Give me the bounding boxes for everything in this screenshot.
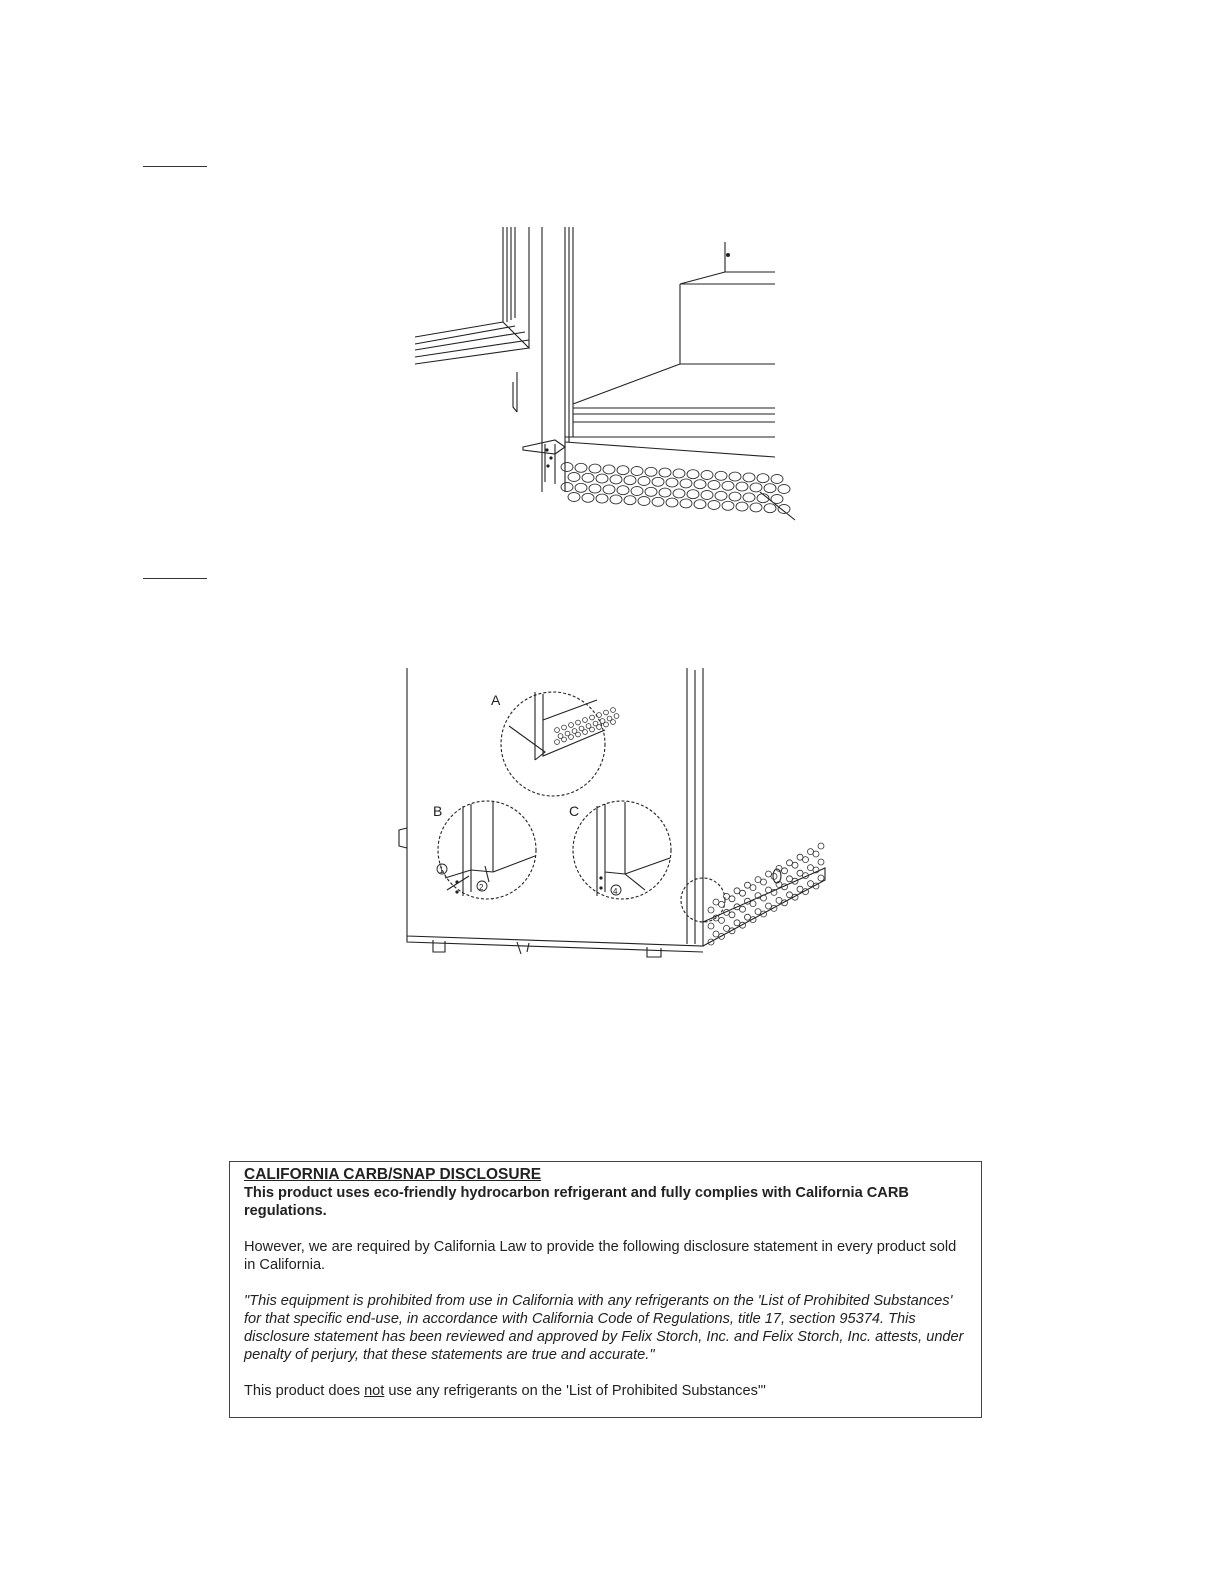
grille-hole bbox=[645, 467, 657, 476]
grille-hole bbox=[575, 483, 587, 492]
final-emphasis-not: not bbox=[364, 1383, 385, 1399]
grille-hole bbox=[694, 500, 706, 509]
grille-hole bbox=[792, 862, 798, 868]
grille-hole bbox=[750, 503, 762, 512]
grille-hole bbox=[736, 502, 748, 511]
grille-hole bbox=[568, 473, 580, 482]
grille-hole bbox=[787, 892, 793, 898]
grille-hole bbox=[583, 730, 588, 735]
grille-hole bbox=[583, 718, 588, 723]
grille-hole bbox=[803, 857, 809, 863]
grille-hole bbox=[569, 735, 574, 740]
grille-hole bbox=[590, 727, 595, 732]
grille-hole bbox=[687, 470, 699, 479]
grille-hole bbox=[715, 491, 727, 500]
grille-hole bbox=[778, 505, 790, 514]
grille-hole bbox=[755, 877, 761, 883]
grille-hole bbox=[666, 498, 678, 507]
grille-hole bbox=[722, 501, 734, 510]
grille-hole bbox=[743, 473, 755, 482]
disclosure-title: CALIFORNIA CARB/SNAP DISCLOSURE bbox=[244, 1166, 542, 1183]
disclosure-quote: "This equipment is prohibited from use in California with any refrigerants on the 'List of Prohibited Substances' for that specific end-use, in accordance with California Code of Regulations, title 17, section 95374. This disclosure statement has been reviewed and approved by Felix Storch, Inc. and Felix Storch, Inc. attests, under penalty of perjury, that these statements are true and accurate." bbox=[244, 1293, 964, 1363]
grille-hole bbox=[740, 890, 746, 896]
grille-hole bbox=[680, 499, 692, 508]
detail-label-a: A bbox=[491, 692, 501, 708]
grille-hole bbox=[582, 493, 594, 502]
grille-hole bbox=[597, 713, 602, 718]
grille-hole bbox=[562, 737, 567, 742]
final-text-before: This product does bbox=[244, 1383, 365, 1399]
grille-hole bbox=[755, 909, 761, 915]
grille-hole bbox=[589, 464, 601, 473]
grille-hole bbox=[813, 851, 819, 857]
carb-snap-disclosure-box bbox=[229, 1161, 982, 1418]
grille-hole bbox=[729, 492, 741, 501]
grille-hole bbox=[715, 471, 727, 480]
callout-number-1: 1 bbox=[439, 866, 444, 875]
grille-hole bbox=[610, 475, 622, 484]
grille-hole bbox=[555, 728, 560, 733]
grille-hole bbox=[652, 497, 664, 506]
grille-hole bbox=[719, 917, 725, 923]
grille-hole bbox=[734, 920, 740, 926]
grille-hole bbox=[713, 899, 719, 905]
grille-hole bbox=[787, 860, 793, 866]
grille-hole bbox=[724, 925, 730, 931]
grille-hole bbox=[638, 477, 650, 486]
grille-hole bbox=[761, 879, 767, 885]
grille-hole bbox=[569, 723, 574, 728]
grille-hole bbox=[797, 854, 803, 860]
grille-hole bbox=[562, 725, 567, 730]
grille-hole bbox=[610, 495, 622, 504]
grille-hole bbox=[576, 720, 581, 725]
grille-hole bbox=[797, 870, 803, 876]
grille-hole bbox=[631, 467, 643, 476]
grille-hole bbox=[576, 732, 581, 737]
grille-hole bbox=[617, 466, 629, 475]
grille-hole bbox=[631, 487, 643, 496]
grille-hole bbox=[818, 843, 824, 849]
grille-hole bbox=[764, 504, 776, 513]
grille-hole bbox=[708, 923, 714, 929]
grille-hole bbox=[708, 481, 720, 490]
grille-hole bbox=[673, 469, 685, 478]
grille-hole bbox=[729, 896, 735, 902]
grille-hole bbox=[555, 740, 560, 745]
grille-hole bbox=[745, 882, 751, 888]
grille-hole bbox=[611, 720, 616, 725]
grille-hole bbox=[590, 715, 595, 720]
grille-hole bbox=[761, 895, 767, 901]
grille-hole bbox=[750, 483, 762, 492]
grille-hole bbox=[708, 501, 720, 510]
step-1-underline bbox=[143, 166, 207, 167]
grille-hole bbox=[561, 483, 573, 492]
grille-hole bbox=[666, 478, 678, 487]
grille-hole bbox=[808, 849, 814, 855]
grille-hole bbox=[604, 710, 609, 715]
figure-door-hinge-grille bbox=[405, 222, 805, 522]
grille-hole bbox=[603, 465, 615, 474]
figure-cabinet-detail-callouts bbox=[385, 660, 835, 960]
grille-hole bbox=[687, 490, 699, 499]
grille-hole bbox=[734, 888, 740, 894]
grille-hole bbox=[722, 481, 734, 490]
grille-hole bbox=[603, 485, 615, 494]
grille-hole bbox=[701, 491, 713, 500]
grille-hole bbox=[771, 495, 783, 504]
disclosure-lead: This product uses eco-friendly hydrocarbon refrigerant and fully complies with California CARB regulations. bbox=[244, 1185, 909, 1219]
grille-hole bbox=[808, 881, 814, 887]
grille-hole bbox=[596, 474, 608, 483]
grille-hole bbox=[604, 722, 609, 727]
grille-hole bbox=[818, 875, 824, 881]
final-text-after: use any refrigerants on the 'List of Prohibited Substances'" bbox=[384, 1383, 766, 1399]
grille-hole bbox=[652, 477, 664, 486]
grille-hole bbox=[818, 859, 824, 865]
grille-hole bbox=[645, 487, 657, 496]
grille-hole bbox=[766, 887, 772, 893]
grille-hole bbox=[808, 865, 814, 871]
grille-hole bbox=[659, 468, 671, 477]
grille-hole bbox=[729, 912, 735, 918]
grille-hole bbox=[771, 475, 783, 484]
grille-hole bbox=[719, 901, 725, 907]
disclosure-paragraph: However, we are required by California Law to provide the following disclosure statement in every product sold in California. bbox=[244, 1239, 957, 1273]
grille-hole bbox=[597, 725, 602, 730]
grille-hole bbox=[724, 893, 730, 899]
grille-hole bbox=[740, 906, 746, 912]
grille-hole bbox=[638, 497, 650, 506]
grille-hole bbox=[729, 472, 741, 481]
callout-number-4: 4 bbox=[613, 887, 618, 896]
grille-hole bbox=[787, 876, 793, 882]
grille-hole bbox=[757, 474, 769, 483]
grille-hole bbox=[568, 493, 580, 502]
grille-hole bbox=[743, 493, 755, 502]
grille-hole bbox=[680, 479, 692, 488]
step-2-underline bbox=[143, 578, 207, 579]
grille-hole bbox=[736, 482, 748, 491]
grille-hole bbox=[701, 471, 713, 480]
grille-hole bbox=[764, 484, 776, 493]
grille-hole bbox=[766, 871, 772, 877]
grille-hole bbox=[745, 914, 751, 920]
grille-hole bbox=[611, 708, 616, 713]
grille-hole bbox=[778, 485, 790, 494]
grille-hole bbox=[766, 903, 772, 909]
grille-hole bbox=[561, 463, 573, 472]
grille-hole bbox=[782, 868, 788, 874]
grille-hole bbox=[776, 897, 782, 903]
grille-hole bbox=[659, 488, 671, 497]
grille-hole bbox=[750, 885, 756, 891]
grille-hole bbox=[771, 873, 777, 879]
callout-number-2: 2 bbox=[479, 883, 484, 892]
grille-hole bbox=[617, 486, 629, 495]
grille-hole bbox=[708, 907, 714, 913]
disclosure-final-statement bbox=[244, 1382, 967, 1400]
grille-hole bbox=[750, 901, 756, 907]
detail-label-b: B bbox=[433, 803, 443, 819]
grille-hole bbox=[624, 476, 636, 485]
grille-hole bbox=[694, 480, 706, 489]
grille-hole bbox=[589, 484, 601, 493]
grille-hole bbox=[575, 463, 587, 472]
grille-hole bbox=[797, 886, 803, 892]
grille-hole bbox=[614, 714, 619, 719]
grille-hole bbox=[582, 473, 594, 482]
grille-hole bbox=[624, 496, 636, 505]
grille-hole bbox=[673, 489, 685, 498]
grille-hole bbox=[713, 931, 719, 937]
detail-label-c: C bbox=[569, 803, 580, 819]
grille-hole bbox=[596, 494, 608, 503]
